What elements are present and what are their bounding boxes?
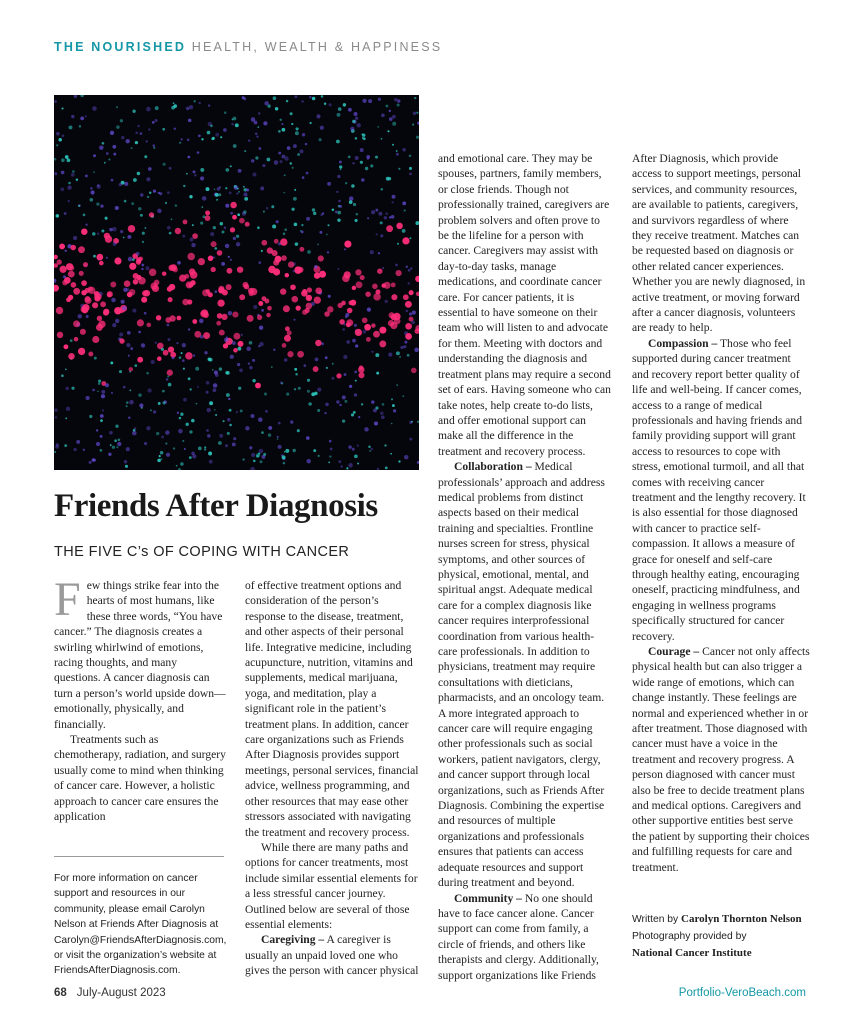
issue-date: July-August 2023 — [76, 987, 166, 999]
paragraph-body: Cancer not only affects physical health but can also trigger a wide range of emotions, which can change instantly. These feelings are normal and experienced whether in or after treatment. Those diagnosed with cancer must have a voice in the treatment and recovery progress. A person diagnosed with cancer must also be free to decide treatment plans and medical options. Caregivers and other supportive entities best serve the patient by supporting their choices and fulfilling requests for care and treatment. — [632, 645, 810, 874]
article-title: Friends After Diagnosis — [54, 488, 378, 524]
run-in-heading: Community – — [454, 891, 522, 905]
paragraph: of effective treatment options and consideration of the person’s response to the disease, treatment, and other aspects of their personal life. Integrative medicine, including acupuncture, nutrition, vitamins and supplements, medical marijuana, yoga, and meditation, play a significant role in the patient’s treatment plans. In addition, cancer care organizations such as Friends After Diagnosis provides support meetings, personal services, financial advice, wellness programming, and other resources that may ease other stressors associated with navigating the treatment and recovery process. — [245, 579, 419, 839]
photo-credit-label: Photography provided by — [632, 931, 747, 942]
paragraph: ew things strike fear into the hearts of most humans, like these three words, “You have cancer.” The diagnosis creates a swirling whirlwind of emotions, racing thoughts, and many questions. A cancer diagnosis can turn a person’s world upside down—emotionally, physically, and financially. — [54, 579, 226, 731]
info-sidebar: For more information on cancer support and resources in our community, please email Carolyn Nelson at Friends After Diagnosis at Carolyn@FriendsAfterDiagnosis.com, or visit the organization’s website at FriendsAfterDiagnosis.com. — [54, 873, 227, 977]
article-column-1 — [54, 573, 226, 825]
magazine-section-name: HEALTH, WEALTH & HAPPINESS — [186, 40, 443, 54]
article-column-4 — [632, 151, 810, 875]
paragraph-body: No one should have to face cancer alone. Cancer support can come from family, a circle of friends, and others like therapists and clergy. Additionally, support organizations like Friends — [438, 891, 599, 982]
paragraph-courage — [632, 644, 810, 875]
paragraph: While there are many paths and options for cancer treatments, most include similar essential elements for a less stressful cancer journey. Outlined below are several of those essential elements: — [245, 840, 418, 931]
paragraph: After Diagnosis, which provide access to support meetings, personal services, and community resources, are available to patients, caregivers, and survivors regardless of where they receive treatment. Matches can be requested based on diagnosis or other related cancer experiences. Whether you are newly diagnosed, in active treatment, or moving forward after a cancer diagnosis, volunteers are ready to help. — [632, 152, 806, 335]
article-credits — [632, 911, 812, 961]
written-by-label: Written by — [632, 914, 682, 925]
paragraph-body: A caregiver is usually an unpaid loved one who gives the person with cancer physical — [245, 933, 419, 978]
paragraph-body: Medical professionals’ approach and address medical problems from distinct aspects based on their medical training and specialties. Frontline nurses screen for stress, physical symptoms, and other sources of physical, emotional, mental, and spiritual angst. Adequate medical care for a complex diagnosis like cancer requires interprofessional coordination from various health-care professionals. In addition to physicians, treatment may require consultations with dieticians, pharmacists, and an oncology team. A more integrated approach to cancer care will require engaging other professionals such as social workers, patient navigators, clergy, and cancer support through local organizations, such as Friends After Diagnosis. Combining the expertise and resources of multiple organizations and professionals ensures that patients can access adequate resources and support during treatment and beyond. — [438, 460, 605, 890]
author-name: Carolyn Thornton Nelson — [681, 913, 802, 925]
article-column-3 — [438, 151, 612, 983]
run-in-heading: Collaboration – — [454, 460, 532, 474]
article-column-2 — [245, 578, 421, 979]
magazine-section-brand: THE NOURISHED — [54, 40, 187, 54]
paragraph: and emotional care. They may be spouses, partners, family members, or close friends. Though not professionally trained, caregivers are problem solvers and often prove to be the lifeline for a person with cancer. Caregivers may assist with day-to-day tasks, manage medications, and coordinate cancer care. For cancer patients, it is essential to have someone on their team who will listen to and advocate for them. Meeting with doctors and understanding the diagnosis and treatment plans may require a second set of ears. Having someone who can take notes, help create to-do lists, and offer emotional support can make all the difference in the treatment and recovery process. — [438, 152, 611, 458]
paragraph-community — [438, 891, 612, 983]
page-number: 68 — [54, 987, 67, 999]
micrograph-graphic — [54, 95, 419, 470]
website-link[interactable]: Portfolio-VeroBeach.com — [678, 987, 806, 999]
paragraph-caregiving — [245, 932, 421, 978]
run-in-heading: Compassion – — [648, 336, 718, 350]
drop-cap: F — [54, 573, 81, 626]
run-in-heading: Courage – — [648, 645, 700, 658]
paragraph-collaboration — [438, 459, 612, 890]
paragraph-body: Those who feel supported during cancer treatment and recovery report better quality of life and well-being. If cancer comes, access to a range of medical professionals and having friends and family providing support will grant access to resources to cope with stress, emotional turmoil, and all that comes with receiving cancer treatment and the lengthy recovery. It is also essential for those diagnosed with cancer to practice self-compassion. It allows a measure of grace for oneself and self-care through healthy eating, encouraging oneself, practicing mindfulness, and engaging in wellness programs specifically structured for cancer recovery. — [632, 336, 806, 643]
paragraph: Treatments such as chemotherapy, radiation, and surgery usually come to mind when thinking of cancer care. However, a holistic approach to cancer care ensures the application — [54, 733, 226, 824]
sidebar-divider — [54, 856, 224, 857]
page-footer-left — [54, 987, 166, 999]
photo-source: National Cancer Institute — [632, 947, 752, 959]
section-header — [54, 40, 442, 54]
article-subtitle: THE FIVE C’s OF COPING WITH CANCER — [54, 544, 350, 560]
run-in-heading: Caregiving – — [261, 933, 325, 947]
paragraph-compassion — [632, 336, 810, 644]
hero-image-micrograph — [54, 95, 419, 470]
